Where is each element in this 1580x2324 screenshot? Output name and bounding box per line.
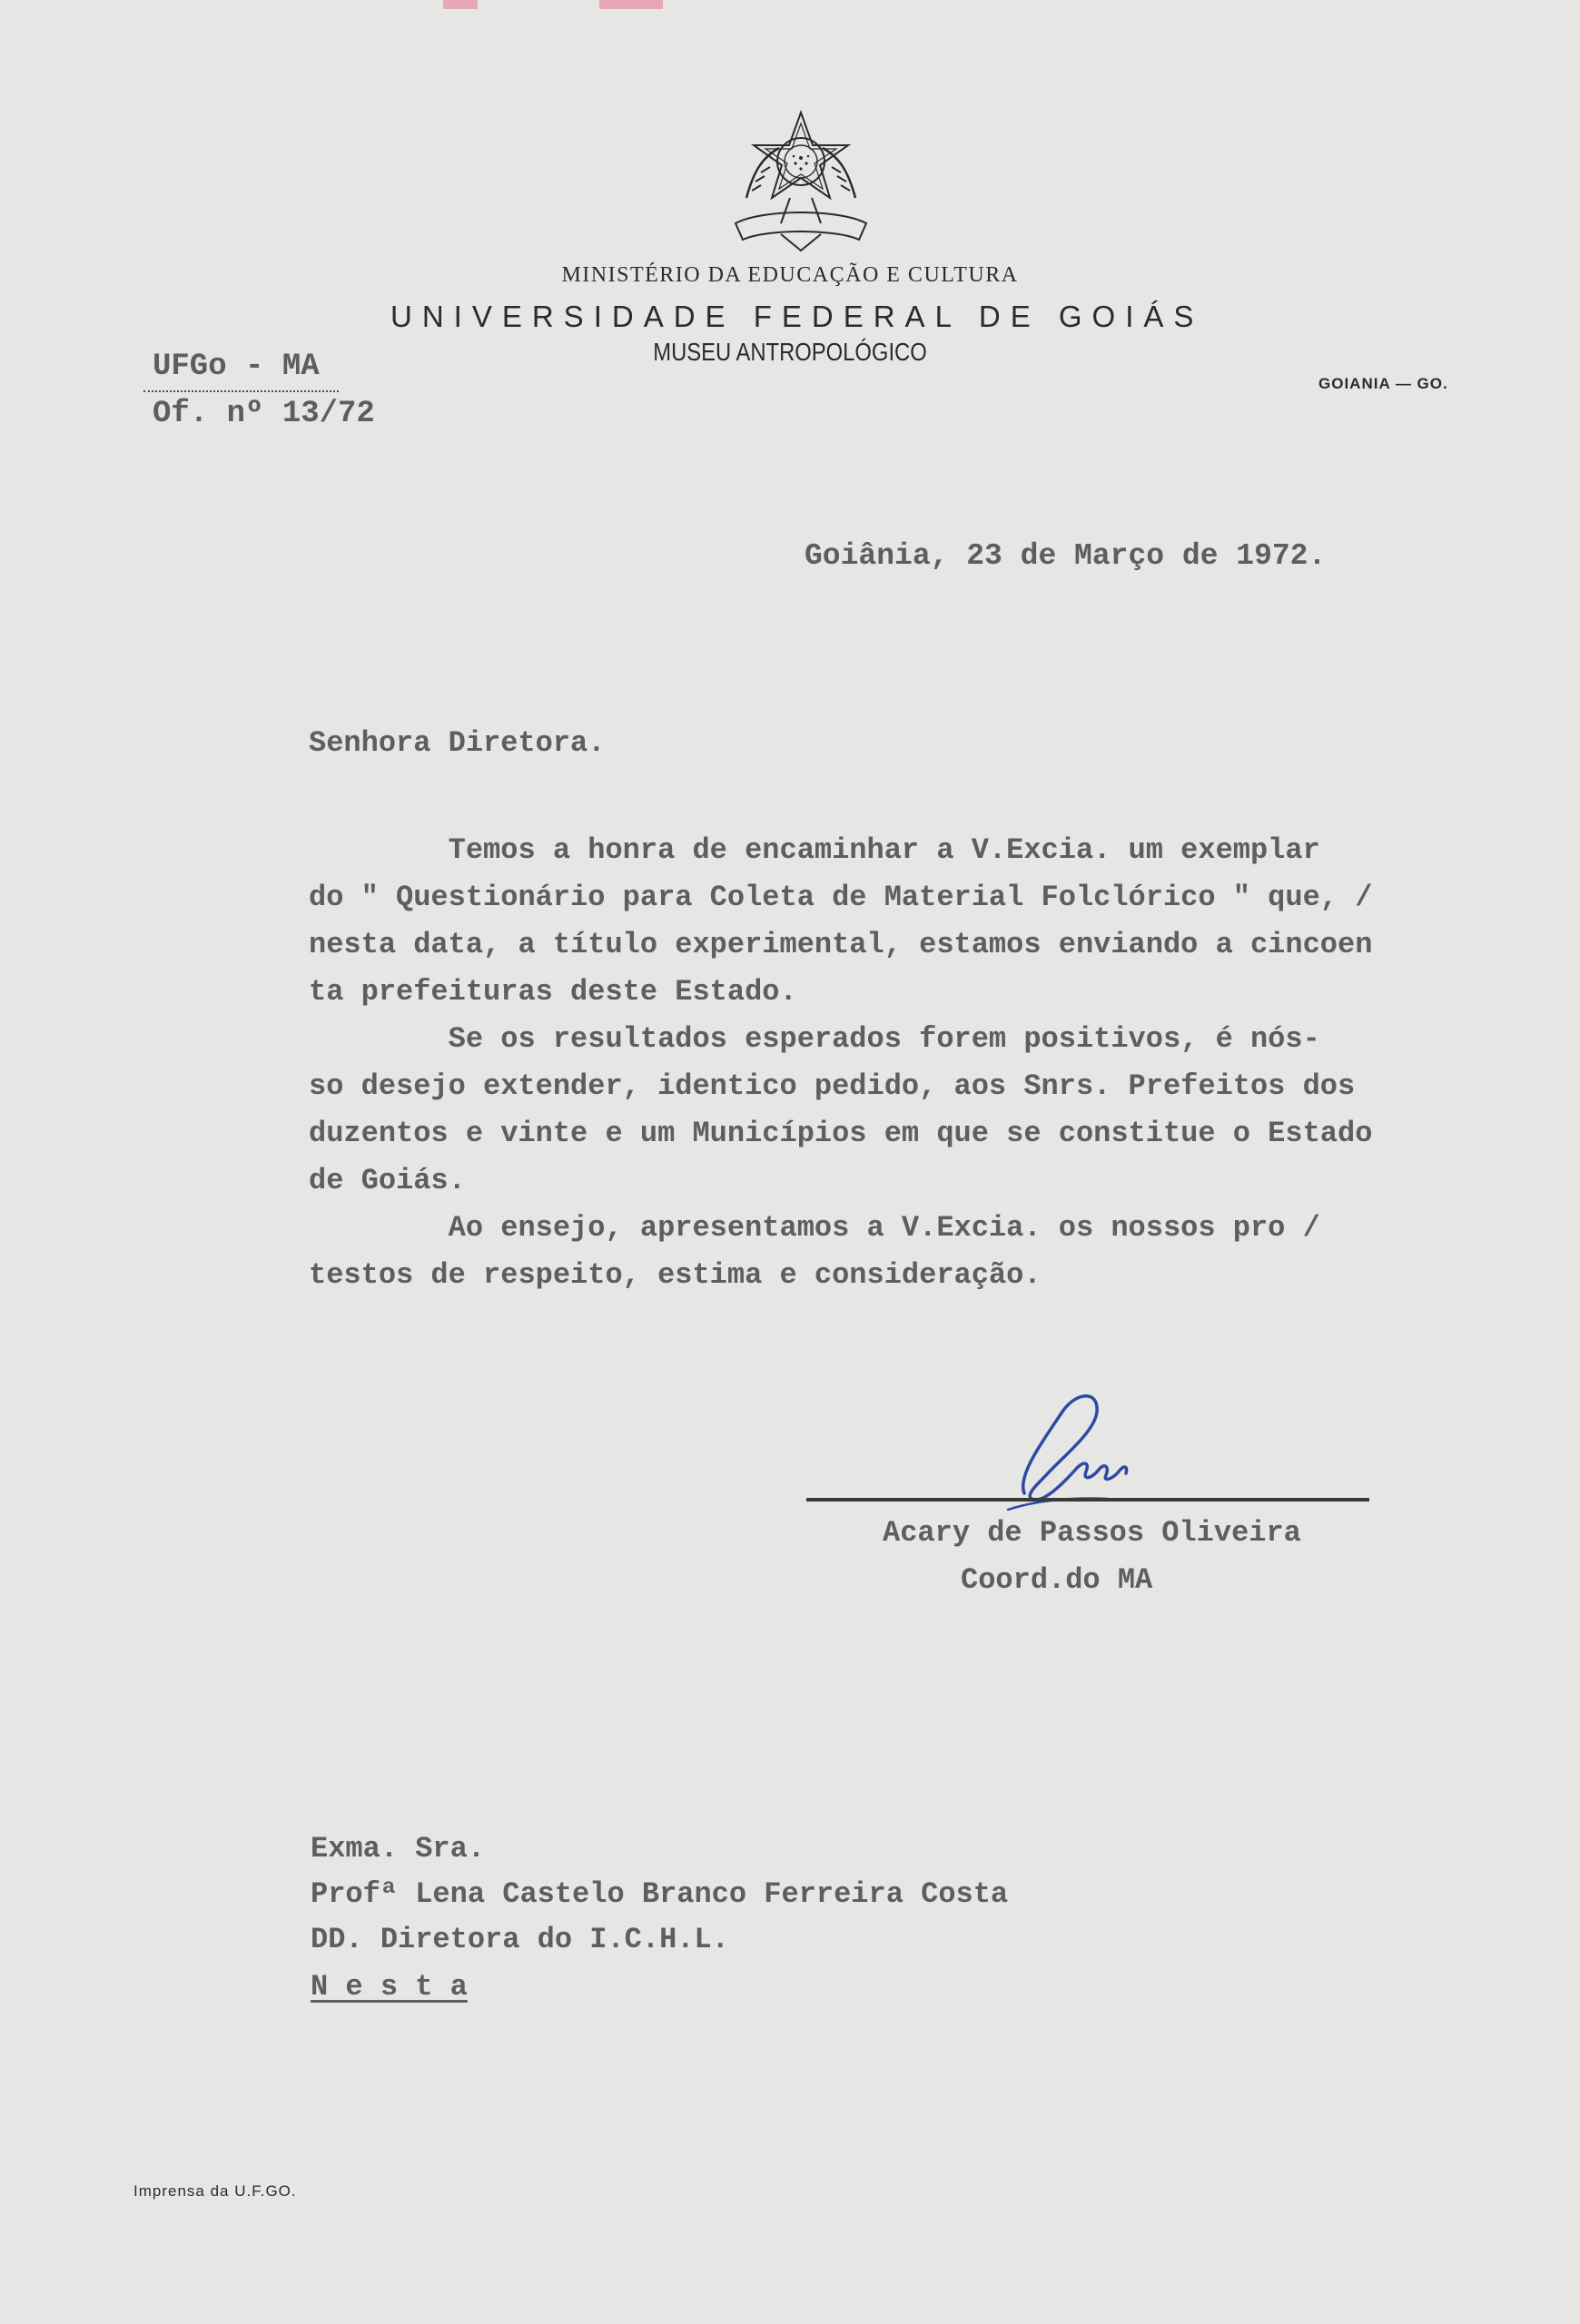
body-line: Se os resultados esperados forem positivos, é nós- xyxy=(309,1022,1320,1056)
addressee-name: Profª Lena Castelo Branco Ferreira Costa xyxy=(311,1877,1009,1911)
letter-date: Goiânia, 23 de Março de 1972. xyxy=(805,539,1327,573)
stamp-fragment xyxy=(599,0,663,9)
stamp-fragment xyxy=(443,0,478,9)
body-line: duzentos e vinte e um Municípios em que se constitue o Estado xyxy=(309,1117,1373,1150)
university-name: UNIVERSIDADE FEDERAL DE GOIÁS xyxy=(390,300,1204,333)
addressee-location: N e s t a xyxy=(311,1970,468,2004)
brazil-coat-of-arms-icon xyxy=(726,107,875,261)
printer-imprint: Imprensa da U.F.GO. xyxy=(133,2182,297,2200)
body-line: testos de respeito, estima e consideração. xyxy=(309,1258,1042,1292)
body-line: Ao ensejo, apresentamos a V.Excia. os nossos pro / xyxy=(309,1211,1320,1245)
addressee-title: Exma. Sra. xyxy=(311,1832,486,1866)
addressee-position: DD. Diretora do I.C.H.L. xyxy=(311,1923,729,1956)
body-line: do " Questionário para Coleta de Material Folclórico " que, / xyxy=(309,881,1373,914)
museum-name: MUSEU ANTROPOLÓGICO xyxy=(653,338,927,366)
body-line: Temos a honra de encaminhar a V.Excia. um exemplar xyxy=(309,833,1320,867)
ministry-name: MINISTÉRIO DA EDUCAÇÃO E CULTURA xyxy=(561,263,1019,287)
body-line: so desejo extender, identico pedido, aos Snrs. Prefeitos dos xyxy=(309,1069,1356,1103)
signature-line xyxy=(806,1498,1369,1502)
signatory-name: Acary de Passos Oliveira xyxy=(883,1516,1301,1550)
letterhead-city: GOIANIA — GO. xyxy=(1318,375,1448,392)
body-line: ta prefeituras deste Estado. xyxy=(309,975,797,1009)
salutation: Senhora Diretora. xyxy=(309,726,606,760)
reference-office: UFGo - MA xyxy=(153,350,320,384)
reference-divider xyxy=(143,390,339,392)
signatory-role: Coord.do MA xyxy=(961,1563,1153,1597)
body-line: nesta data, a título experimental, estamos enviando a cincoen xyxy=(309,928,1373,961)
reference-number: Of. nº 13/72 xyxy=(153,397,375,431)
body-line: de Goiás. xyxy=(309,1164,466,1197)
